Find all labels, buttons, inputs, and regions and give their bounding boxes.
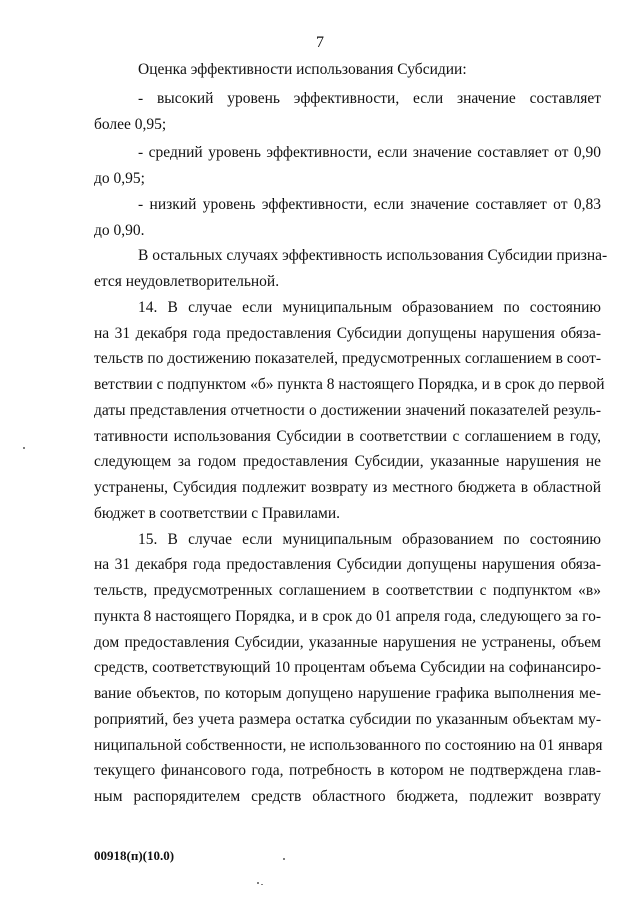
text-line: средств, соответствующий 10 процентам объема Субсидии на софинансиро- [94,659,601,676]
text-line: на 31 декабря года предоставления Субсидии допущены нарушения обяза- [94,556,601,573]
text-line: бюджет в соответствии с Правилами. [94,505,341,522]
text-line: устранены, Субсидия подлежит возврату из местного бюджета в областной [94,479,601,496]
text-line: даты представления отчетности о достижении значений показателей резуль- [94,402,601,419]
text-line: следующем за годом предоставления Субсидии, указанные нарушения не [94,453,601,470]
text-line: тельств, предусмотренных соглашением в соответствии с подпунктом «в» [94,582,601,599]
text-line: более 0,95; [94,116,167,133]
text-line: ется неудовлетворительной. [94,273,280,290]
text-line: 15. В случае если муниципальным образованием по состоянию [138,531,601,548]
text-line: В остальных случаях эффективность использования Субсидии призна- [138,247,608,264]
text-line: ниципальной собственности, не использованного по состоянию на 01 января [94,737,603,754]
scan-speck [261,884,263,885]
text-line: роприятий, без учета размера остатка субсидии по указанным объектам му- [94,711,601,728]
text-line: Оценка эффективности использования Субсидии: [138,61,467,78]
text-line: - низкий уровень эффективности, если значение составляет от 0,83 [138,196,601,213]
text-line: - средний уровень эффективности, если значение составляет от 0,90 [138,144,601,161]
scan-speck [257,882,259,884]
text-line: тельств по достижению показателей, предусмотренных соглашением в соот- [94,350,601,367]
text-line: ным распорядителем средств областного бюджета, подлежит возврату [94,788,601,805]
text-line: - высокий уровень эффективности, если значение составляет [138,90,601,107]
text-line: на 31 декабря года предоставления Субсидии допущены нарушения обяза- [94,325,601,342]
text-line: дом предоставления Субсидии, указанные нарушения не устранены, объем [94,634,601,651]
text-line: текущего финансового года, потребность в котором не подтверждена глав- [94,762,601,779]
text-line: вание объектов, по которым допущено нарушение графика выполнения ме- [94,685,601,702]
text-line: до 0,95; [94,170,145,187]
text-line: тативности использования Субсидии в соответствии с соглашением в году, [94,428,601,445]
text-line: ветствии с подпунктом «б» пункта 8 настоящего Порядка, и в срок до первой [94,376,605,393]
page-number: 7 [316,34,324,51]
text-line: 14. В случае если муниципальным образованием по состоянию [138,299,601,316]
text-line: пункта 8 настоящего Порядка, и в срок до 01 апреля года, следующего за го- [94,608,601,625]
footer-code: 00918(п)(10.0) [94,848,175,863]
scan-speck [23,447,25,449]
scan-speck [283,858,285,860]
text-line: до 0,90. [94,222,145,239]
